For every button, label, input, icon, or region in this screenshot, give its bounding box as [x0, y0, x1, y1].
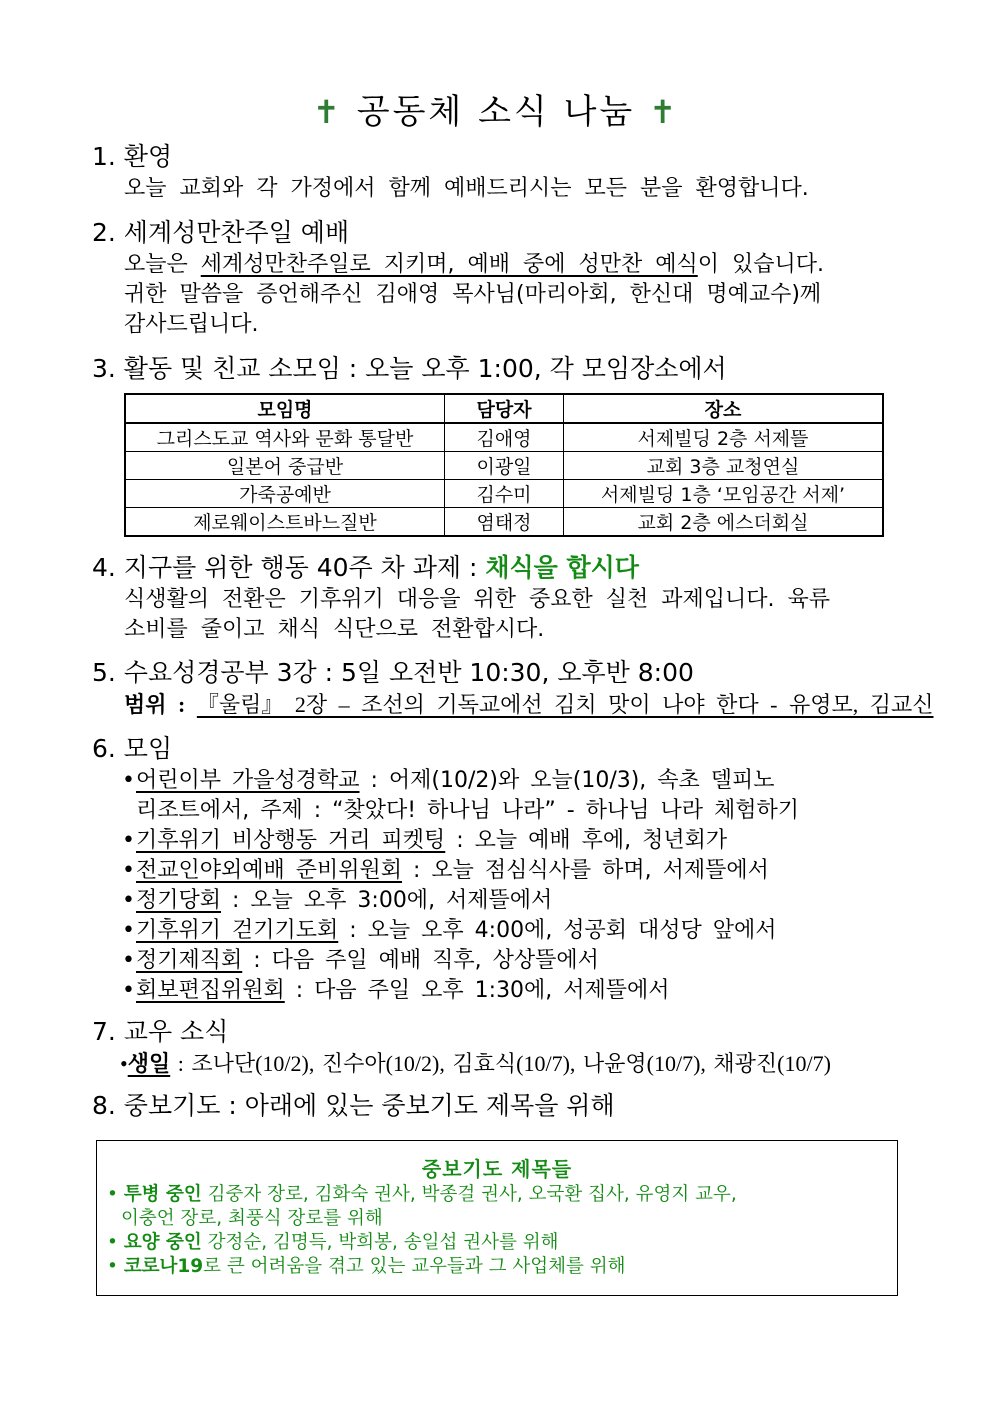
table-cell: 김수미 — [445, 480, 564, 508]
prayer-item — [97, 1255, 897, 1279]
prayer-topics-box — [96, 1140, 898, 1296]
study-range — [92, 690, 934, 720]
table-cell: 서제빌딩 1층 ‘모임공간 서제’ — [564, 480, 884, 508]
cross-icon: ✝ — [649, 93, 680, 131]
text: 이 있습니다. — [697, 252, 825, 277]
table-header-row — [125, 394, 883, 423]
section-small-groups — [92, 352, 907, 386]
section-heading: 2. 세계성만찬주일 예배 — [92, 218, 350, 247]
bullet-icon: • — [122, 858, 135, 883]
section-heading: 5. 수요성경공부 3강 : 5일 오전반 10:30, 오후반 8:00 — [92, 658, 694, 687]
prayer-item-continuation: 이충언 장로, 최풍식 장로를 위해 — [121, 1208, 383, 1229]
table-row — [125, 452, 883, 480]
meeting-detail: : 오늘 오후 3:00에, 서제뜰에서 — [221, 888, 553, 913]
section-heading — [92, 551, 907, 585]
section-body-line: 감사드립니다. — [124, 312, 259, 337]
meeting-detail: : 다음 주일 예배 직후, 상상뜰에서 — [242, 948, 599, 973]
meeting-detail: : 오늘 오후 4:00에, 성공회 대성당 앞에서 — [338, 918, 777, 943]
meeting-detail: : 어제(10/2)와 오늘(10/3), 속초 델피노 — [359, 768, 775, 793]
birthday-list: : 조나단(10/2), 진수아(10/2), 김효식(10/7), 나윤영(10/7), 채광진(10/7) — [170, 1051, 831, 1076]
section-body: 오늘 교회와 각 가정에서 함께 예배드리시는 모든 분을 환영합니다. — [124, 176, 809, 201]
prayer-item-lead: 코로나19 — [123, 1256, 204, 1277]
list-item — [92, 916, 907, 946]
table-cell: 일본어 중급반 — [125, 452, 445, 480]
prayer-item-lead: 투병 중인 — [123, 1184, 202, 1205]
section-heading: 7. 교우 소식 — [92, 1017, 229, 1046]
prayer-item — [97, 1183, 897, 1207]
list-item — [92, 856, 907, 886]
bullet-icon: • — [122, 768, 135, 793]
meeting-detail: : 오늘 점심식사를 하며, 서제뜰에서 — [402, 858, 769, 883]
table-cell: 염태정 — [445, 508, 564, 537]
table-cell: 제로웨이스트바느질반 — [125, 508, 445, 537]
section-heading: 8. 중보기도 : 아래에 있는 중보기도 제목을 위해 — [92, 1091, 615, 1120]
bullet-icon: • — [122, 948, 135, 973]
section-body-line: 식생활의 전환은 기후위기 대응을 위한 중요한 실천 과제입니다. 육류 — [124, 587, 830, 612]
section-welcome — [92, 140, 907, 204]
column-header: 모임명 — [125, 394, 445, 423]
text: 오늘은 — [124, 252, 201, 277]
meeting-name: 회보편집위원회 — [136, 978, 285, 1003]
meeting-detail: : 다음 주일 오후 1:30에, 서제뜰에서 — [284, 978, 670, 1003]
table-row — [125, 423, 883, 452]
prayer-topics-title: 중보기도 제목들 — [421, 1157, 573, 1181]
list-item — [92, 826, 907, 856]
section-meetings — [92, 732, 907, 1006]
bullet-icon: • — [122, 978, 135, 1003]
table-cell: 교회 2층 에스더회실 — [564, 508, 884, 537]
page-title-text: 공동체 소식 나눔 — [356, 92, 636, 132]
list-item — [92, 976, 907, 1006]
meeting-detail: : 오늘 예배 후에, 청년회가 — [445, 828, 728, 853]
list-item — [92, 766, 907, 796]
section-earth-action — [92, 551, 907, 645]
prayer-item-text: 로 큰 어려움을 겪고 있는 교우들과 그 사업체를 위해 — [203, 1256, 626, 1277]
prayer-item-text: 강정순, 김명득, 박희봉, 송일섭 권사를 위해 — [201, 1232, 559, 1253]
underlined-text: 세계성만찬주일로 지키며, 예배 중에 성만찬 예식 — [200, 252, 698, 277]
table-cell: 김애영 — [445, 423, 564, 452]
range-label: 범위 : — [124, 692, 197, 717]
bullet-icon: • — [122, 828, 135, 853]
meeting-name: 어린이부 가을성경학교 — [136, 768, 360, 793]
list-item-continuation: 리조트에서, 주제 : “찾았다! 하나님 나라” - 하나님 나라 체험하기 — [136, 798, 799, 823]
section-body-line: 소비를 줄이고 채식 식단으로 전환합시다. — [124, 617, 545, 642]
range-text: 『울림』 2장 – 조선의 기독교에선 김치 맛이 나야 한다 - 유영모, 김교신 — [196, 692, 934, 717]
table-cell: 그리스도교 역사와 문화 통달반 — [125, 423, 445, 452]
column-header: 담당자 — [445, 394, 564, 423]
bullet-icon: • — [120, 1051, 128, 1076]
section-heading: 1. 환영 — [92, 142, 173, 171]
section-bible-study — [92, 656, 934, 720]
meeting-name: 정기제직회 — [136, 948, 243, 973]
prayer-item-lead: 요양 중인 — [123, 1232, 202, 1253]
bullet-icon: • — [122, 888, 135, 913]
meeting-name: 전교인야외예배 준비위원회 — [136, 858, 403, 883]
section-member-news — [92, 1015, 907, 1079]
page-title — [0, 88, 992, 136]
table-row — [125, 508, 883, 537]
heading-text: 4. 지구를 위한 행동 40주 차 과제 : — [92, 553, 486, 582]
section-heading: 3. 활동 및 친교 소모임 : 오늘 오후 1:00, 각 모임장소에서 — [92, 354, 727, 383]
prayer-item — [97, 1231, 897, 1255]
birthday-line — [92, 1049, 907, 1079]
bullet-icon: • — [107, 1256, 118, 1277]
table-cell: 교회 3층 교청연실 — [564, 452, 884, 480]
bullet-icon: • — [107, 1184, 118, 1205]
prayer-item-text: 김중자 장로, 김화숙 권사, 박종걸 권사, 오국환 집사, 유영지 교우, — [201, 1184, 737, 1205]
table-cell: 이광일 — [445, 452, 564, 480]
section-heading: 6. 모임 — [92, 734, 173, 763]
meeting-name: 정기당회 — [136, 888, 222, 913]
section-communion-sunday — [92, 216, 907, 340]
section-intercession — [92, 1089, 907, 1123]
bullet-icon: • — [107, 1232, 118, 1253]
table-cell: 가죽공예반 — [125, 480, 445, 508]
table-cell: 서제빌딩 2층 서제뜰 — [564, 423, 884, 452]
list-item — [92, 886, 907, 916]
section-body-line: 귀한 말씀을 증언해주신 김애영 목사님(마리아회, 한신대 명예교수)께 — [124, 282, 822, 307]
meeting-name: 기후위기 비상행동 거리 피켓팅 — [136, 828, 446, 853]
small-groups-table — [124, 393, 884, 537]
table-row — [125, 480, 883, 508]
cross-icon: ✝ — [312, 93, 343, 131]
column-header: 장소 — [564, 394, 884, 423]
section-body-line — [92, 250, 907, 280]
bullet-icon: • — [122, 918, 135, 943]
list-item — [92, 946, 907, 976]
birthday-label: 생일 — [127, 1051, 171, 1076]
heading-emphasis: 채식을 합시다 — [485, 553, 639, 582]
meeting-name: 기후위기 걷기기도회 — [136, 918, 339, 943]
